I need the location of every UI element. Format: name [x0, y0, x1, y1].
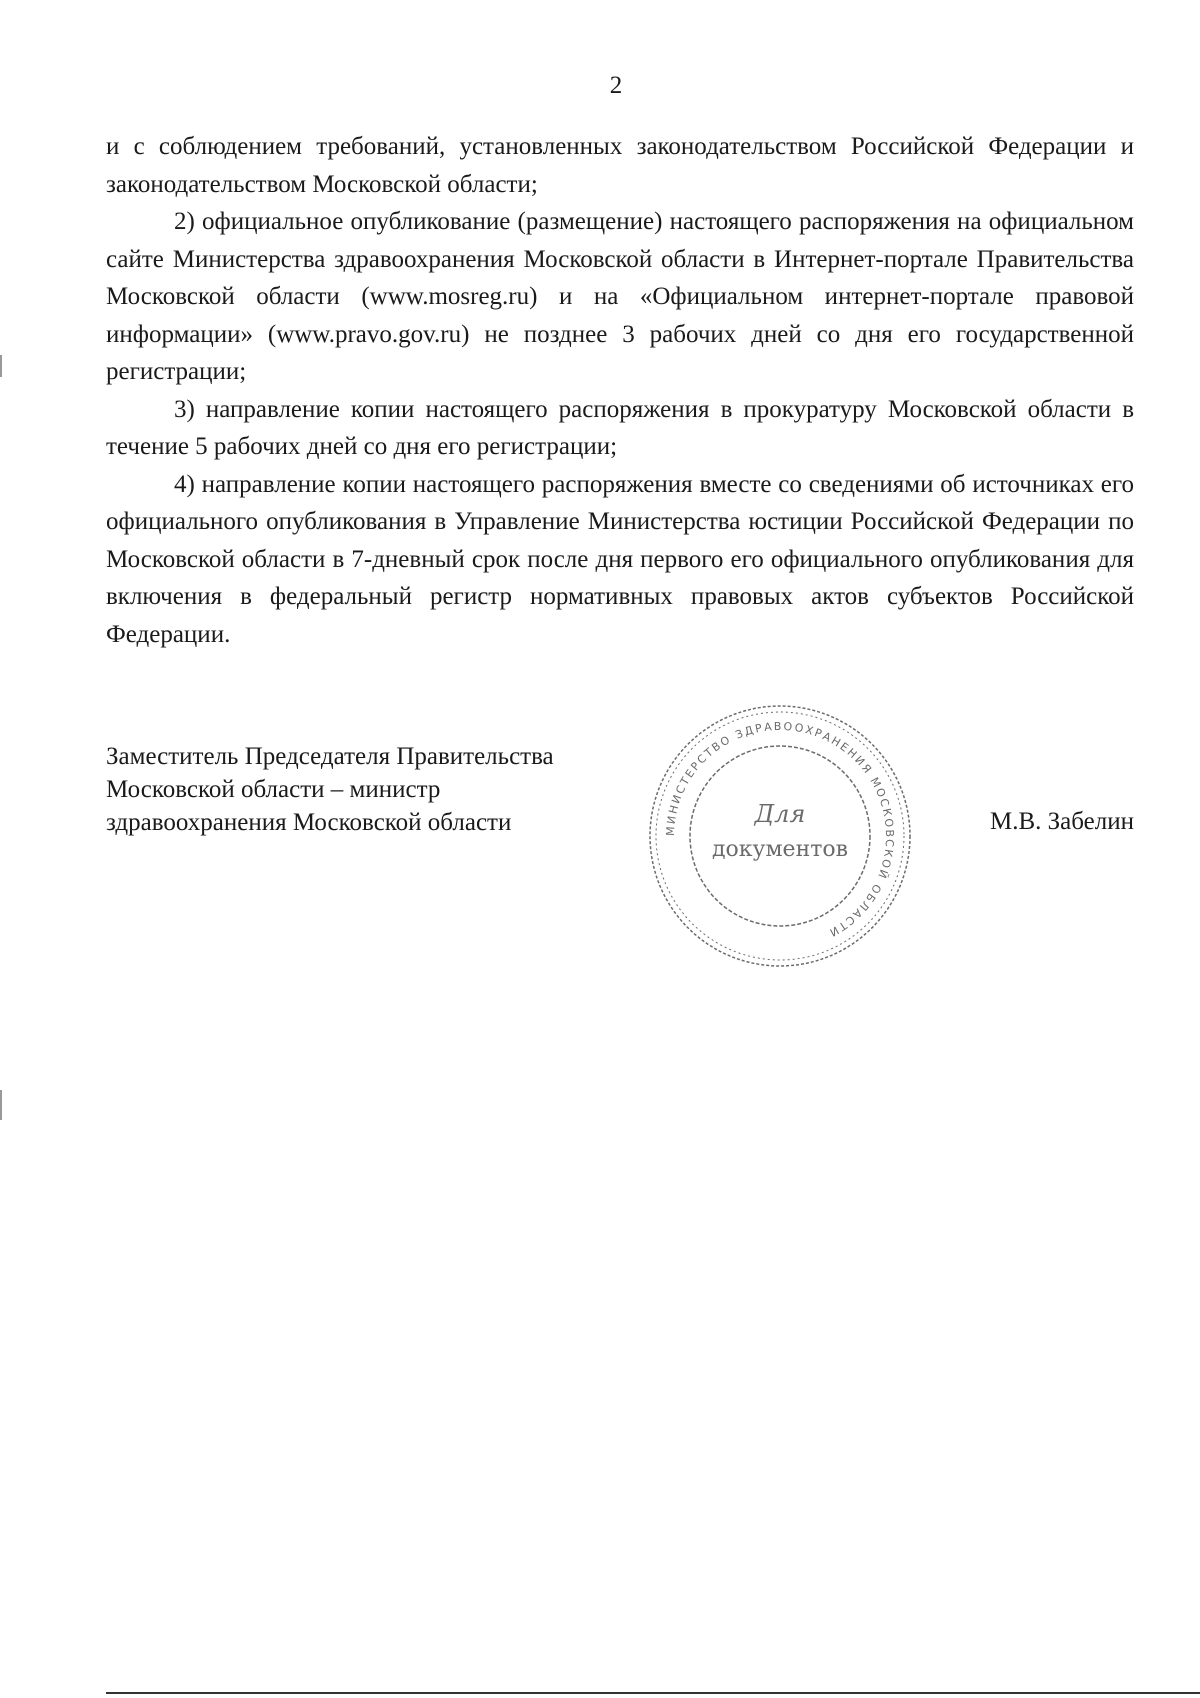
paragraph-item-3: 3) направление копии настоящего распоряжения в прокуратуру Московской области в течение 5 рабочих дней со дня его регистрации;: [106, 395, 1134, 460]
scan-edge-mark: [0, 355, 2, 377]
paragraph-continuation: и с соблюдением требований, установленных законодательством Российской Федерации и законодательством Московской области;: [106, 133, 1134, 198]
stamp-center-line-2: документов: [711, 837, 849, 862]
official-stamp: [644, 700, 916, 972]
signatory-position-line: Московской области – министр: [106, 776, 441, 803]
page-number: 2: [609, 72, 623, 99]
body-text: [106, 128, 1134, 653]
paragraph-item-2: 2) официальное опубликование (размещение) настоящего распоряжения на официальном сайте Министерства здравоохранения Московской области в Интернет-портале Правительства Московской области (www.mosreg.ru) и на «Официальном интернет-портале правовой информации» (www.pravo.gov.ru) не позднее 3 рабочих дней со дня его государственной регистрации;: [106, 208, 1134, 385]
stamp-outer-ring-inner: [656, 712, 904, 960]
stamp-outer-ring: [650, 706, 910, 966]
scan-bottom-edge: [106, 1692, 1200, 1694]
signatory-position-line: здравоохранения Московской области: [106, 809, 512, 836]
signatory-name: М.В. Забелин: [990, 808, 1134, 835]
scan-edge-mark: [0, 1090, 2, 1120]
signatory-position-line: Заместитель Председателя Правительства: [106, 743, 554, 770]
stamp-outer-text: МИНИСТЕРСТВО ЗДРАВООХРАНЕНИЯ МОСКОВСКОЙ ОБЛАСТИ: [663, 719, 897, 940]
paragraph-item-4: 4) направление копии настоящего распоряжения вместе со сведениями об источниках его официального опубликования в Управление Министерства юстиции Российской Федерации по Московской области в 7-дневный срок после дня первого его официального опубликования для включения в федеральный регистр нормативных правовых актов субъектов Российской Федерации.: [106, 470, 1134, 648]
stamp-center-line-1: Для: [754, 800, 806, 828]
stamp-inner-ring: [690, 746, 870, 926]
signatory-position: [106, 740, 626, 839]
